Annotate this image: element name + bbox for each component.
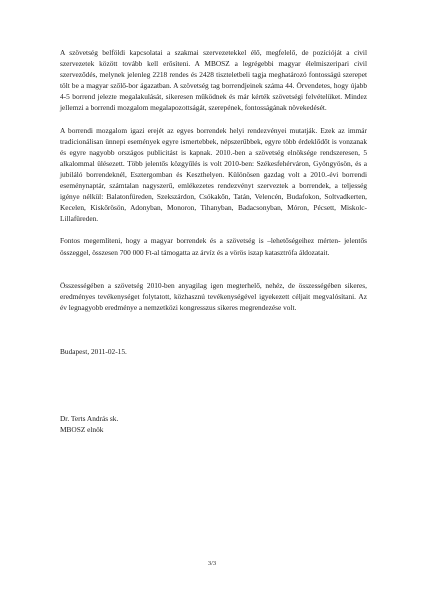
signatory-name: Dr. Terts András sk. [60,413,119,423]
paragraph-summary: Összességében a szövetség 2010-ben anyagilag igen megterhelő, nehéz, de összességében sikeres, eredményes tevékenységet folytatott, közhasznú tevékenységével igyekezett céljait megvalósítani. Az év legnagyobb eredménye a nemzetközi kongresszus sikeres megrendezése volt. [60,280,367,312]
place-and-date: Budapest, 2011-02-15. [60,346,127,356]
document-body [60,47,367,435]
paragraph-events: A borrendi mozgalom igazi erejét az egyes borrendek helyi rendezvényei mutatják. Ezek az immár tradicionálisan ünnepi események egyre ismertebbek, népszerűbbek, egyre több érdeklődőt is vonzanak és egyre nagyobb országos publicitást is kapnak. 2010.-ben a szövetség elnöksége rendszeresen, 5 alkalommal ülésezett. Több jelentős közgyűlés is volt 2010-ben: Székesfehérváron, Gyöngyösön, és a jubiláló borrendeknél, Esztergomban és Keszthelyen. Különösen gazdag volt a 2010.-évi borrendi eseménynaptár, számtalan nagyszerű, emlékezetes rendezvényt szerveztek a borrendek, a teljesség igénye nélkül: Balatonfüreden, Szekszárdon, Csókakőn, Tatán, Velencén, Budafokon, Soltvadkerten, Kecelen, Kiskőrösön, Adonyban, Monoron, Tihanyban, Badacsonyban, Móron, Pécsett, Miskolc-Lillafüreden. [60,125,367,224]
paragraph-spacer [60,114,367,125]
page-number: 3/3 [207,560,217,567]
paragraph-domestic-relations: A szövetség belföldi kapcsolatai a szakmai szervezetekkel élő, megfelelő, de pozícióját a civil szervezetek között tovább kell erősíteni. A MBOSZ a legrégebbi magyar élelmiszeripari civil szerveződés, melynek jelenleg 2218 rendes és 2428 tiszteletbeli tagja meghatározó fontosságú szerepet tölt be a magyar szőlő-bor ágazatban. A szövetség tag borrendjeinek száma 44. Örvendetes, hogy újabb 4-5 borrend jelezte megalakulását, sikeresen működnek és már kérték szövetségi felvételüket. Mindez jellemzi a borrendi mozgalom megalapozottságát, szerepének, fontosságának növekedését. [60,48,367,113]
signature-spacer [60,357,367,413]
signature-block [60,413,367,435]
paragraph-flood-support: Fontos megemlíteni, hogy a magyar borrendek és a szövetség is –lehetőségeihez mérten- jelentős összeggel, összesen 700 000 Ft-al támogatta az árvíz és a vörös iszap katasztrófa áldozatait. [60,236,367,257]
signatory-title: MBOSZ elnök [60,425,104,435]
paragraph-spacer [60,258,367,280]
paragraph-spacer [60,224,367,235]
paragraph-spacer [60,313,367,346]
